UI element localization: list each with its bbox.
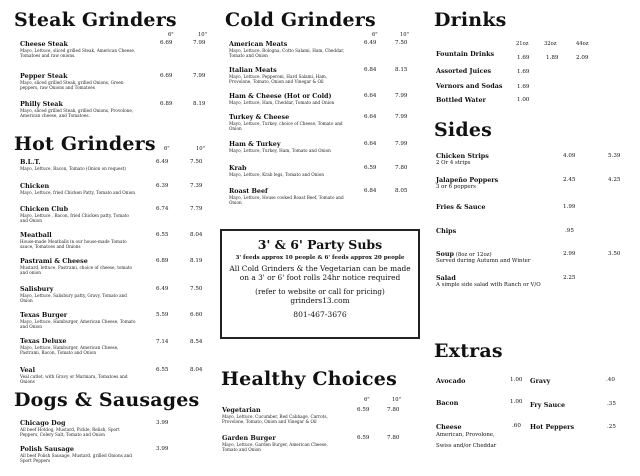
price-10: 7.80 [387, 435, 400, 441]
side-soup [436, 250, 530, 264]
price-6: 6.69 [160, 40, 173, 46]
menu-item-chicago-dog [20, 419, 138, 437]
price-21oz: 1.69 [517, 69, 530, 75]
item-description: Mayo, Lettuce, Garden Burger, American Cheese, Tomato and Onion [222, 442, 328, 452]
steak-size-10: 10" [198, 32, 207, 38]
price-small: .95 [565, 228, 574, 234]
price-large: 4.25 [608, 177, 621, 183]
item-description: A simple side salad with Ranch or V/O [436, 282, 541, 288]
item-name: Salad [436, 274, 456, 282]
price-10: 8.19 [190, 258, 203, 264]
menu-item-italian-meats [229, 66, 347, 84]
menu-item-american-meats [229, 40, 347, 58]
item-name: Cheese Steak [20, 40, 68, 48]
menu-item-krab [229, 164, 347, 177]
price-6: 6.74 [156, 206, 169, 212]
dogs-sausages-heading: Dogs & Sausages [14, 389, 200, 411]
price-6: 6.89 [160, 101, 173, 107]
item-name: Cheese [436, 423, 462, 431]
item-name: Philly Steak [20, 100, 63, 108]
item-description: Mayo, Lettuce, Salisbury patty, Gravy, Tomato and Onion [20, 293, 127, 303]
price-10: 7.50 [190, 286, 203, 292]
party-subs-line1: All Cold Grinders & the Vegetarian can be made [229, 264, 411, 273]
item-description: Mayo, Lettuce, Pepperoni, Hard Salami, Ham, Provolone, Tomato, Onion and Vinegar & Oil [229, 74, 328, 84]
party-subs-subtitle: 3' feeds approx 10 people & 6' feeds approx 20 people [235, 255, 405, 261]
item-name: Chicken Club [20, 205, 69, 213]
price-21oz: 1.69 [517, 55, 530, 61]
item-name: American Meats [229, 40, 288, 48]
price-6: 6.64 [364, 114, 377, 120]
item-name: Ham & Cheese (Hot or Cold) [229, 92, 332, 100]
item-name: Roast Beef [229, 187, 268, 195]
price: 3.99 [156, 446, 169, 452]
price: .40 [606, 377, 615, 383]
menu-item-turkey-cheese [229, 113, 347, 131]
item-description: Mayo, Lettuce, Turkey, choice of Cheese, Tomato and Onion [229, 121, 343, 131]
item-description: Mayo, Lettuce, sliced grilled Steak, American Cheese, Tomatoes and raw onions. [20, 48, 136, 58]
phone-number[interactable]: 801-467-3676 [293, 310, 347, 319]
price-10: 7.80 [395, 165, 408, 171]
side-salad [436, 274, 541, 288]
extra-hot-peppers: Hot Peppers [530, 423, 575, 431]
item-name: Veal [20, 366, 36, 374]
hot-grinders-heading: Hot Grinders [14, 133, 156, 155]
extra-gravy: Gravy [530, 377, 551, 385]
menu-item-ham-cheese [229, 92, 347, 105]
price-10: 7.50 [395, 40, 408, 46]
extra-fry-sauce: Fry Sauce [530, 401, 566, 409]
side-chips: Chips [436, 227, 457, 235]
item-description: Mayo, Lettuce, Cucumber, Red Cabbage, Carrots, Provolone, Tomato, Onion and Vinegar & Oil [222, 414, 328, 424]
extra-bacon: Bacon [436, 399, 459, 407]
price-32oz: 1.89 [546, 55, 559, 61]
price-6: 6.59 [364, 165, 377, 171]
price: .60 [512, 423, 521, 429]
item-name: B.L.T. [20, 158, 41, 166]
item-description-2: Swiss and/or Cheddar [436, 443, 497, 449]
menu-item-pastrami-cheese [20, 257, 138, 275]
drink-size-32: 32oz [544, 41, 557, 47]
price-6: 6.84 [364, 67, 377, 73]
price: 1.00 [510, 399, 523, 405]
drink-size-44: 44oz [576, 41, 589, 47]
price-10: 8.54 [190, 339, 203, 345]
menu-item-cheese-steak [20, 40, 138, 58]
party-subs-title: 3' & 6' Party Subs [257, 237, 383, 252]
menu-item-polish-sausage [20, 445, 138, 463]
item-description: Mayo, Lettuce, Hamburger, American Cheese, Pastrami, Bacon, Tomato and Onion [20, 345, 119, 355]
healthy-size-10: 10" [392, 397, 401, 403]
item-name: Turkey & Cheese [229, 113, 290, 121]
price-10: 7.99 [395, 114, 408, 120]
price-10: 6.60 [190, 312, 203, 318]
item-description: Mayo, Lettuce, House cooked Roast Beef, Tomato and Onion [229, 195, 344, 205]
menu-item-texas-deluxe [20, 337, 138, 355]
price-large: 5.39 [608, 153, 621, 159]
item-description-1: American, Provolone, [436, 432, 495, 438]
price-10: 7.99 [395, 141, 408, 147]
price: 1.00 [510, 377, 523, 383]
item-description: Mayo, sliced grilled Steak, grilled Onions, Green peppers, raw Onions and Tomatoes [20, 80, 124, 90]
price-10: 7.79 [190, 206, 203, 212]
drink-size-21: 21oz [516, 41, 529, 47]
price-10: 7.80 [387, 407, 400, 413]
menu-item-pepper-steak [20, 72, 138, 90]
party-subs-box [220, 229, 420, 339]
price-10: 7.99 [395, 93, 408, 99]
drinks-heading: Drinks [434, 9, 507, 31]
drink-bottled-water: Bottled Water [436, 96, 486, 104]
drink-juices: Assorted Juices [436, 67, 492, 75]
item-name: Chicken [20, 182, 50, 190]
item-name: Texas Deluxe [20, 337, 67, 345]
extras-heading: Extras [434, 340, 503, 362]
item-name: Pastrami & Cheese [20, 257, 88, 265]
item-name: Vegetarian [222, 406, 261, 414]
item-description: Mayo, Lettuce, Bologna, Cotto Salami, Ham, Cheddar, Tomato and Onion [229, 48, 345, 58]
menu-item-roast-beef [229, 187, 347, 205]
menu-item-blt [20, 158, 138, 171]
price-10: 7.50 [190, 159, 203, 165]
item-name: Meatball [20, 231, 52, 239]
menu-item-veal [20, 366, 138, 384]
price-6: 6.49 [156, 159, 169, 165]
price-10: 8.19 [193, 101, 206, 107]
menu-item-vegetarian [222, 406, 340, 424]
menu-item-chicken-club [20, 205, 138, 223]
price-6: 6.55 [156, 232, 169, 238]
website-link[interactable]: grinders13.com [290, 296, 350, 305]
item-description: Veal cutlet, with Gravy or Marinara, Tomatoes and Onions [20, 374, 128, 384]
cold-size-6: 6" [372, 32, 378, 38]
price: .25 [607, 424, 616, 430]
price-10: 7.99 [193, 73, 206, 79]
menu-item-salisbury [20, 285, 138, 303]
price-6: 6.39 [156, 183, 169, 189]
price-6: 6.84 [364, 188, 377, 194]
extra-avocado: Avocado [436, 377, 466, 385]
item-name: Italian Meats [229, 66, 277, 74]
drink-vernors-sodas: Vernors and Sodas [436, 82, 503, 90]
side-fries-sauce: Fries & Sauce [436, 203, 486, 211]
item-description: House-made Meatballs in our house-made Tomato sauce, Tomatoes and Onions [20, 239, 127, 249]
hot-size-6: 6" [164, 146, 170, 152]
item-name: Jalapeño Poppers [436, 176, 499, 184]
price-small: 4.09 [563, 153, 576, 159]
side-jalapeno-poppers [436, 176, 498, 190]
price-6: 5.59 [156, 312, 169, 318]
item-description: Mayo, Lettuce, Turkey, Ham, Tomato and Onion [229, 148, 331, 153]
price-small: 2.25 [563, 275, 576, 281]
item-description: All beef Hotdog, Mustard, Pickle, Relish, Sport Peppers, Celery Salt, Tomato and Onion [20, 427, 120, 437]
price-44oz: 2.09 [576, 55, 589, 61]
item-description: 3 or 6 poppers [436, 184, 476, 190]
steak-grinders-heading: Steak Grinders [14, 9, 177, 31]
price: .35 [607, 401, 616, 407]
item-name: Chicken Strips [436, 152, 489, 160]
price-21oz: 1.00 [517, 97, 530, 103]
cold-grinders-heading: Cold Grinders [225, 9, 376, 31]
item-name: Chicago Dog [20, 419, 66, 427]
hot-size-10: 10" [196, 146, 205, 152]
price-10: 8.04 [190, 232, 203, 238]
price-small: 1.99 [563, 204, 576, 210]
price-10: 8.05 [395, 188, 408, 194]
item-description: 2 Or 4 strips [436, 160, 471, 166]
price: 3.99 [156, 420, 169, 426]
menu-item-garden-burger [222, 434, 340, 452]
price-6: 6.49 [156, 286, 169, 292]
item-size-note: (8oz or 12oz) [454, 252, 492, 258]
item-name: Polish Sausage [20, 445, 74, 453]
item-description: Mustard, lettuce, Pastrami, choice of cheese, tomato and onion [20, 265, 133, 275]
menu-item-texas-burger [20, 311, 138, 329]
price-6: 6.64 [364, 141, 377, 147]
item-description: Mayo, Lettuce, Hamburger, American Cheese, Tomato and Onion [20, 319, 136, 329]
item-name: Garden Burger [222, 434, 276, 442]
price-6: 6.55 [156, 367, 169, 373]
price-6: 7.14 [156, 339, 169, 345]
menu-item-chicken [20, 182, 138, 195]
item-name: Pepper Steak [20, 72, 68, 80]
item-description: All beef Polish Sausage, Mustard, grilled Onions and Sport Peppers [20, 453, 132, 463]
item-name: Ham & Turkey [229, 140, 281, 148]
item-name: Texas Burger [20, 311, 68, 319]
item-description: Mayo, Lettuce, Krab legs, Tomato and Onion [229, 172, 324, 177]
item-name: Salisbury [20, 285, 54, 293]
menu-item-ham-turkey [229, 140, 347, 153]
steak-size-6: 6" [168, 32, 174, 38]
item-description: Mayo, sliced grilled Steak, grilled Onions, Provolone, American cheese, and Tomatoes. [20, 108, 134, 118]
menu-item-meatball [20, 231, 138, 249]
drink-fountain: Fountain Drinks [436, 50, 495, 58]
party-subs-line2: on a 3' or 6' foot rolls 24hr notice required [239, 273, 401, 282]
price-6: 6.64 [364, 93, 377, 99]
side-chicken-strips [436, 152, 489, 166]
price-10: 7.39 [190, 183, 203, 189]
price-6: 6.59 [357, 435, 370, 441]
menu-item-philly-steak [20, 100, 138, 118]
item-name: Soup [436, 250, 454, 258]
price-6: 6.89 [156, 258, 169, 264]
item-description: Mayo, Lettuce, fried Chicken Patty, Tomato and Onion [20, 190, 135, 195]
price-10: 8.04 [190, 367, 203, 373]
item-description: Mayo, Lettuce, Ham, Cheddar, Tomato and Onion [229, 100, 335, 105]
healthy-size-6: 6" [364, 397, 370, 403]
price-10: 7.99 [193, 40, 206, 46]
item-name: Krab [229, 164, 247, 172]
item-description: Served during Autumn and Winter [436, 258, 531, 264]
price-10: 8.15 [395, 67, 408, 73]
price-21oz: 1.69 [517, 84, 530, 90]
price-small: 2.45 [563, 177, 576, 183]
price-6: 6.49 [364, 40, 377, 46]
price-6: 6.69 [160, 73, 173, 79]
item-description: Mayo, Lettuce, Bacon, Tomato (Onion on request) [20, 166, 126, 171]
price-large: 3.50 [608, 251, 621, 257]
cold-size-10: 10" [400, 32, 409, 38]
sides-heading: Sides [434, 119, 493, 141]
item-description: Mayo, Lettuce , Bacon, fried Chicken patty, Tomato and Onion [20, 213, 129, 223]
party-subs-pricing-note: (refer to website or call for pricing) [255, 287, 385, 296]
extra-cheese [436, 423, 496, 449]
price-6: 6.59 [357, 407, 370, 413]
price-small: 2.99 [563, 251, 576, 257]
healthy-choices-heading: Healthy Choices [221, 368, 397, 390]
